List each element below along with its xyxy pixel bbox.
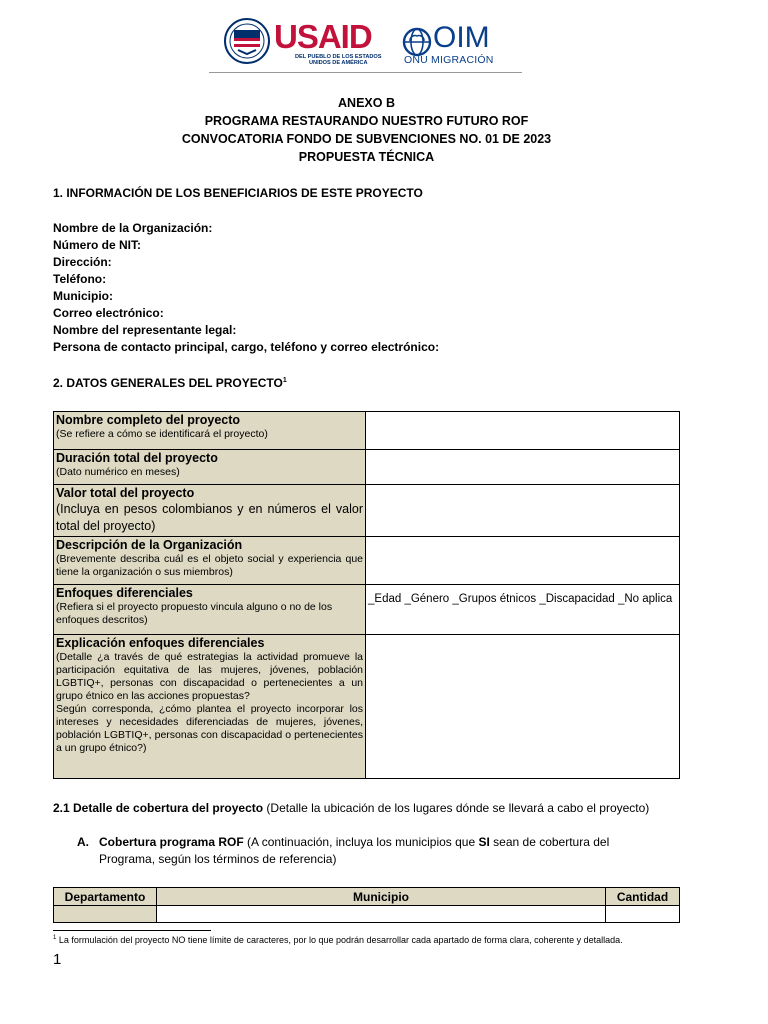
usaid-logo-text: USAID (274, 18, 372, 55)
footnote-ref[interactable]: 1 (282, 377, 287, 384)
row-label (54, 537, 366, 585)
header-quantity: Cantidad (606, 888, 680, 906)
footnote-text: La formulación del proyecto NO tiene límite de caracteres, por lo que podrán desarrollar cada apartado de forma clara, coherente y detallada. (56, 935, 623, 945)
subsection-a (77, 834, 667, 868)
row-note: (Brevemente describa cuál es el objeto social y experiencia que tiene la organización o sus miembros) (56, 553, 363, 578)
table-header-row (54, 888, 680, 906)
row-title: Valor total del proyecto (56, 486, 195, 500)
title-call: CONVOCATORIA FONDO DE SUBVENCIONES NO. 01 DE 2023 (181, 132, 552, 146)
page-number: 1 (53, 951, 62, 968)
quantity-cell[interactable] (606, 906, 680, 923)
field-legal-rep: Nombre del representante legal: (53, 323, 237, 337)
field-email: Correo electrónico: (53, 306, 164, 320)
row-note: (Incluya en pesos colombianos y en números el valor total del proyecto) (56, 502, 363, 533)
usaid-tagline-line-2: UNIDOS DE AMÉRICA (308, 60, 368, 66)
usaid-tagline-line-1: DEL PUEBLO DE LOS ESTADOS (295, 54, 382, 60)
row-note-2: Según corresponda, ¿cómo plantea el proyecto incorporar los intereses y necesidades diferenciadas de mujeres, jóvenes, población LGBTIQ+, personas con discapacidad o pertenecientes a un grupo étnico?) (56, 703, 363, 754)
footnote-divider (53, 930, 211, 931)
subsection-a-text (99, 834, 667, 868)
row-note: (Refiera si el proyecto propuesto vincula alguno o no de los enfoques descritos) (56, 601, 333, 626)
title-annex: ANEXO B (338, 96, 395, 110)
usaid-seal-icon (224, 18, 270, 64)
footnote-mark: 1 (53, 935, 57, 941)
table-row (54, 450, 680, 485)
section-2-heading (53, 376, 287, 390)
un-globe-icon (402, 27, 432, 57)
header-department: Departamento (54, 888, 157, 906)
row-note: (Detalle ¿a través de qué estrategias la actividad promueve la participación equitativa de las mujeres, jóvenes, población LGBTIQ+, personas con discapacidad o pertenecientes a un grupo étnico en las acciones propuestas? (56, 651, 363, 702)
field-contact: Persona de contacto principal, cargo, teléfono y correo electrónico: (53, 340, 440, 354)
row-label (54, 635, 366, 779)
field-org-name: Nombre de la Organización: (53, 221, 213, 235)
table-row (54, 906, 680, 923)
row-label (54, 450, 366, 485)
differential-approach-explanation-input[interactable] (366, 635, 680, 779)
document-titles (0, 94, 733, 166)
row-label (54, 585, 366, 635)
subsection-a-text-1: (A continuación, incluya los municipios que (243, 835, 479, 849)
project-duration-input[interactable] (366, 450, 680, 485)
differential-approach-options[interactable]: _Edad _Género _Grupos étnicos _Discapacidad _No aplica (366, 585, 680, 635)
field-nit: Número de NIT: (53, 238, 142, 252)
subsection-a-emphasis: SI (478, 835, 490, 849)
table-row (54, 537, 680, 585)
project-name-input[interactable] (366, 412, 680, 450)
table-row (54, 485, 680, 537)
title-program: PROGRAMA RESTAURANDO NUESTRO FUTURO ROF (204, 114, 529, 128)
field-phone: Teléfono: (53, 272, 107, 286)
section-2-1-detail: (Detalle la ubicación de los lugares dónde se llevará a cabo el proyecto) (263, 801, 650, 815)
beneficiary-fields (53, 220, 439, 356)
subsection-letter: A. (77, 835, 89, 849)
title-proposal: PROPUESTA TÉCNICA (298, 150, 435, 164)
row-title: Duración total del proyecto (56, 451, 218, 465)
section-2-1-label: 2.1 Detalle de cobertura del proyecto (53, 801, 264, 815)
header-logos (224, 18, 504, 72)
oim-logo-text: OIM (433, 21, 490, 54)
oim-tagline: ONU MIGRACIÓN (404, 54, 494, 66)
org-description-input[interactable] (366, 537, 680, 585)
general-data-table (53, 411, 680, 779)
row-note: (Se refiere a cómo se identificará el proyecto) (56, 428, 268, 440)
subsection-a-text-2: sean de cobertura del Programa, según los términos de referencia) (99, 835, 610, 866)
row-title: Enfoques diferenciales (56, 586, 193, 600)
usaid-tagline (295, 54, 382, 66)
row-label (54, 485, 366, 537)
section-1-heading: 1. INFORMACIÓN DE LOS BENEFICIARIOS DE ESTE PROYECTO (53, 186, 423, 200)
section-2-1-heading (53, 801, 649, 815)
section-2-heading-text: 2. DATOS GENERALES DEL PROYECTO (53, 376, 283, 390)
row-title: Explicación enfoques diferenciales (56, 636, 265, 650)
row-note: (Dato numérico en meses) (56, 466, 180, 478)
field-municipality: Municipio: (53, 289, 113, 303)
header-divider (209, 72, 522, 73)
row-label (54, 412, 366, 450)
coverage-table (53, 887, 680, 923)
department-cell[interactable] (54, 906, 157, 923)
municipality-cell[interactable] (157, 906, 606, 923)
table-row (54, 412, 680, 450)
table-row (54, 635, 680, 779)
footnote (53, 935, 623, 945)
row-title: Descripción de la Organización (56, 538, 243, 552)
row-title: Nombre completo del proyecto (56, 413, 241, 427)
field-address: Dirección: (53, 255, 112, 269)
project-value-input[interactable] (366, 485, 680, 537)
header-municipality: Municipio (157, 888, 606, 906)
subsection-a-title: Cobertura programa ROF (99, 835, 244, 849)
table-row (54, 585, 680, 635)
